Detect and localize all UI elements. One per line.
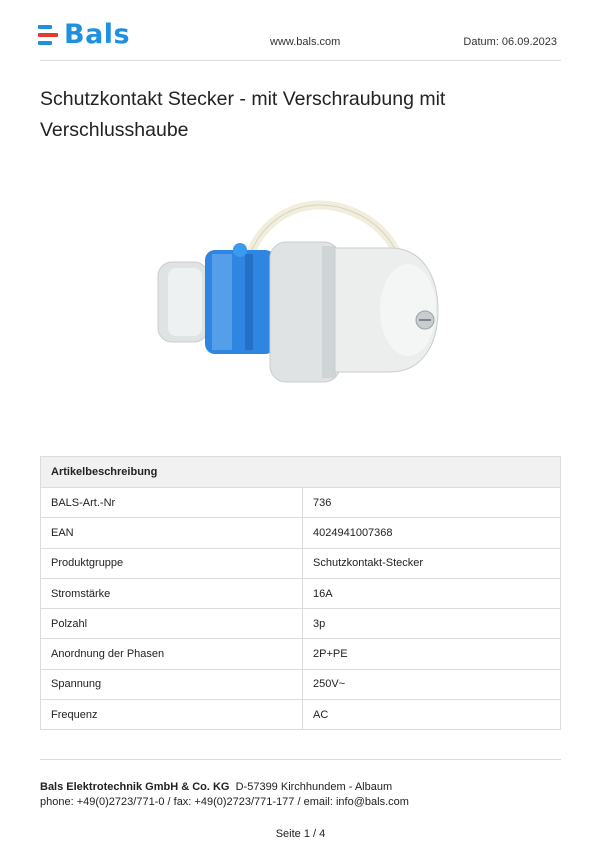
spec-table xyxy=(40,456,561,730)
spec-value: 2P+PE xyxy=(303,639,561,669)
table-row xyxy=(41,488,561,518)
product-image xyxy=(150,190,450,400)
spec-value: 3p xyxy=(303,609,561,639)
table-row xyxy=(41,639,561,669)
footer-company-line xyxy=(40,781,392,793)
header-divider xyxy=(40,60,561,61)
logo-text: Bals xyxy=(64,19,131,50)
spec-key: Polzahl xyxy=(41,609,303,639)
product-title: Schutzkontakt Stecker - mit Verschraubung mit Verschlusshaube xyxy=(40,88,446,141)
website-url: www.bals.com xyxy=(270,36,341,48)
spec-table-header: Artikelbeschreibung xyxy=(41,457,561,488)
spec-value: 16A xyxy=(303,578,561,608)
table-row xyxy=(41,700,561,730)
footer-divider xyxy=(40,759,561,760)
spec-key: Stromstärke xyxy=(41,578,303,608)
spec-key: BALS-Art.-Nr xyxy=(41,488,303,518)
company-name: Bals Elektrotechnik GmbH & Co. KG xyxy=(40,781,230,793)
table-row xyxy=(41,669,561,699)
spec-value: 250V~ xyxy=(303,669,561,699)
bals-logo xyxy=(38,19,131,50)
document-date: Datum: 06.09.2023 xyxy=(463,36,557,48)
footer-contact: phone: +49(0)2723/771-0 / fax: +49(0)2723/771-177 / email: info@bals.com xyxy=(40,796,409,808)
spec-value: 4024941007368 xyxy=(303,518,561,548)
spec-value: Schutzkontakt-Stecker xyxy=(303,548,561,578)
spec-value: AC xyxy=(303,700,561,730)
table-row xyxy=(41,609,561,639)
page-number: Seite 1 / 4 xyxy=(275,828,326,840)
company-address: D-57399 Kirchhundem - Albaum xyxy=(235,781,393,793)
spec-key: Anordnung der Phasen xyxy=(41,639,303,669)
spec-value: 736 xyxy=(303,488,561,518)
table-row xyxy=(41,548,561,578)
spec-key: EAN xyxy=(41,518,303,548)
table-row xyxy=(41,518,561,548)
logo-mark-icon xyxy=(38,23,60,47)
spec-key: Spannung xyxy=(41,669,303,699)
spec-key: Produktgruppe xyxy=(41,548,303,578)
table-row xyxy=(41,578,561,608)
spec-key: Frequenz xyxy=(41,700,303,730)
